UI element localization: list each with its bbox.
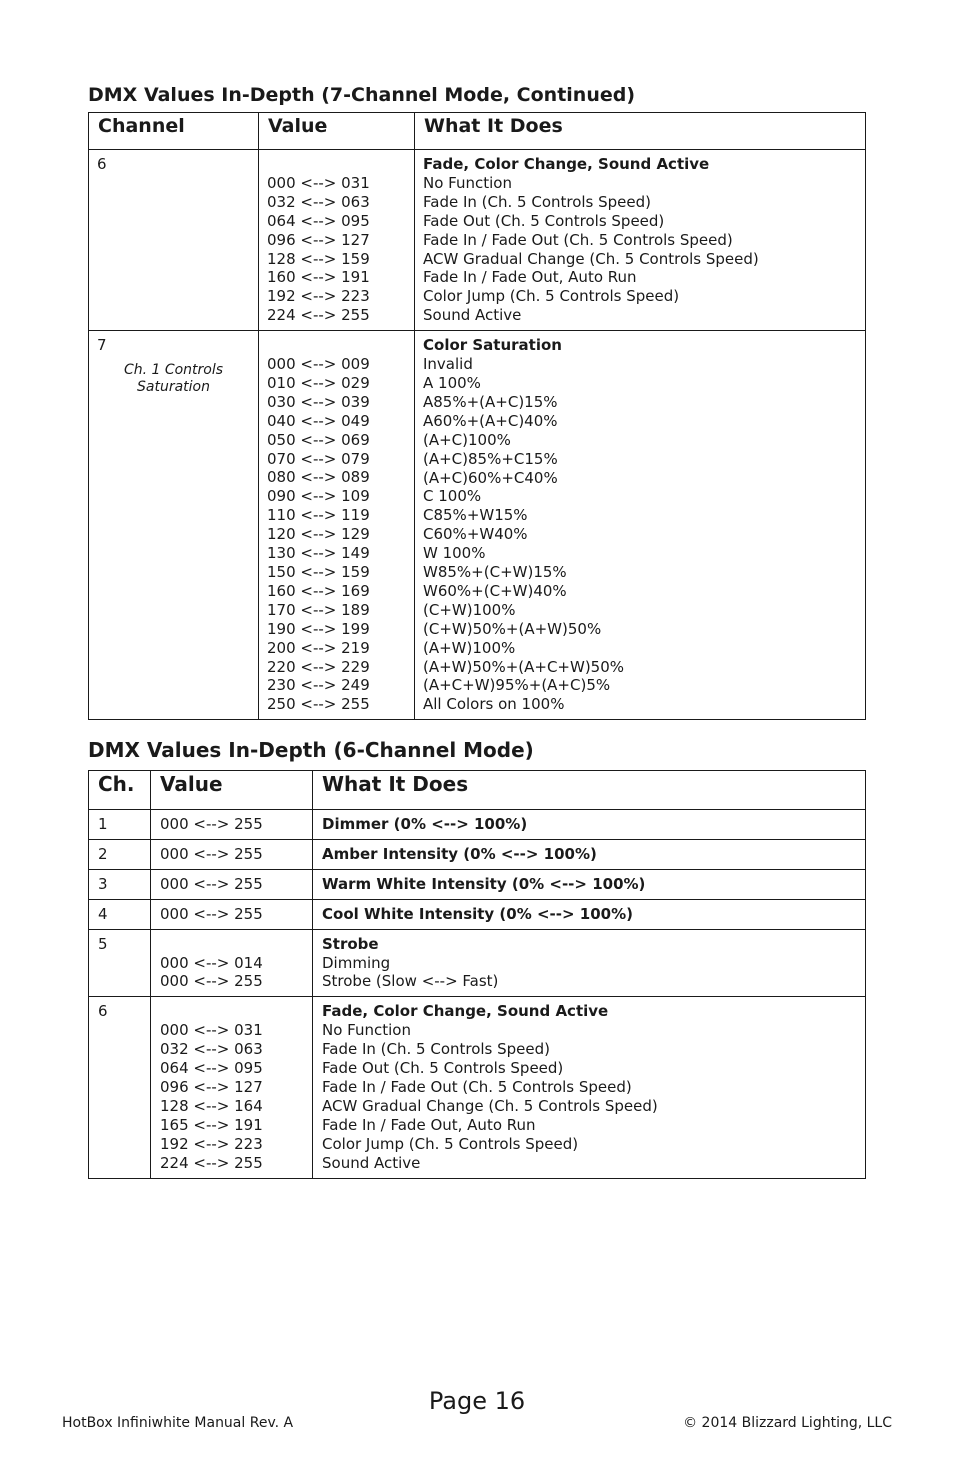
- value-cell: [151, 929, 313, 997]
- channel-number: 5: [98, 934, 108, 953]
- function-description: Fade In / Fade Out (Ch. 5 Controls Speed): [322, 1077, 632, 1096]
- function-description: C85%+W15%: [423, 506, 528, 525]
- function-description: (A+W)100%: [423, 638, 516, 657]
- value-range: 040 <--> 049: [267, 411, 370, 430]
- description-cell: [313, 997, 866, 1178]
- table-row: [89, 810, 866, 840]
- value-range: 150 <--> 159: [267, 563, 370, 582]
- section-title-7-channel: DMX Values In-Depth (7-Channel Mode, Continued): [88, 84, 636, 106]
- table-row: [89, 331, 866, 720]
- description-cell: Dimmer (0% <--> 100%): [313, 810, 866, 840]
- value-range: 000 <--> 255: [160, 972, 263, 991]
- function-description: Invalid: [423, 355, 473, 374]
- value-spacer: [160, 935, 303, 954]
- function-description: (A+C+W)95%+(A+C)5%: [423, 676, 611, 695]
- function-heading: Strobe: [322, 934, 379, 953]
- channel-cell: [89, 997, 151, 1178]
- value-range: 165 <--> 191: [160, 1115, 263, 1134]
- function-description: Fade In / Fade Out, Auto Run: [322, 1115, 536, 1134]
- function-description: (A+C)85%+C15%: [423, 449, 558, 468]
- function-heading: Color Saturation: [423, 336, 562, 355]
- function-description: C 100%: [423, 487, 482, 506]
- header-value: Value: [259, 113, 415, 150]
- value-cell: [151, 997, 313, 1178]
- description-cell: [415, 150, 866, 331]
- dmx-table-6-channel: [88, 770, 866, 1179]
- value-range: 230 <--> 249: [267, 676, 370, 695]
- value-range: 000 <--> 009: [267, 355, 370, 374]
- function-description: All Colors on 100%: [423, 695, 565, 714]
- value-range: 192 <--> 223: [160, 1134, 263, 1153]
- value-range: 080 <--> 089: [267, 468, 370, 487]
- function-description: Fade In / Fade Out (Ch. 5 Controls Speed): [423, 230, 733, 249]
- function-description: Fade In (Ch. 5 Controls Speed): [322, 1040, 551, 1059]
- header-channel: Ch.: [89, 771, 151, 810]
- function-description: C60%+W40%: [423, 525, 528, 544]
- function-description: ACW Gradual Change (Ch. 5 Controls Speed): [322, 1096, 658, 1115]
- description-cell: Cool White Intensity (0% <--> 100%): [313, 899, 866, 929]
- value-range: 224 <--> 255: [160, 1153, 263, 1172]
- function-description: W60%+(C+W)40%: [423, 581, 567, 600]
- channel-number: 6: [97, 155, 107, 173]
- value-range: 030 <--> 039: [267, 392, 370, 411]
- header-value: Value: [151, 771, 313, 810]
- value-range: 200 <--> 219: [267, 638, 370, 657]
- value-cell: 000 <--> 255: [151, 839, 313, 869]
- function-description: Dimming: [322, 953, 391, 972]
- function-description: W85%+(C+W)15%: [423, 563, 567, 582]
- channel-cell: 3: [89, 869, 151, 899]
- value-range: 090 <--> 109: [267, 487, 370, 506]
- channel-number: 6: [98, 1002, 108, 1021]
- value-cell: 000 <--> 255: [151, 869, 313, 899]
- value-spacer: [267, 336, 406, 355]
- table-row: [89, 869, 866, 899]
- channel-cell: 1: [89, 810, 151, 840]
- function-description: No Function: [423, 173, 512, 192]
- table-row: [89, 929, 866, 997]
- value-range: 190 <--> 199: [267, 619, 370, 638]
- function-description: Fade In / Fade Out, Auto Run: [423, 268, 637, 287]
- value-range: 010 <--> 029: [267, 373, 370, 392]
- value-range: 050 <--> 069: [267, 430, 370, 449]
- function-description: ACW Gradual Change (Ch. 5 Controls Speed): [423, 249, 759, 268]
- table-header-row: [89, 771, 866, 810]
- channel-number: 7: [97, 336, 107, 355]
- channel-cell: [89, 929, 151, 997]
- function-heading: Fade, Color Change, Sound Active: [322, 1002, 609, 1021]
- function-description: Fade In (Ch. 5 Controls Speed): [423, 192, 652, 211]
- section-title-6-channel: DMX Values In-Depth (6-Channel Mode): [88, 738, 534, 762]
- function-heading: Fade, Color Change, Sound Active: [423, 155, 710, 173]
- value-range: 000 <--> 031: [267, 173, 370, 192]
- value-spacer: [267, 155, 406, 174]
- function-description: (A+W)50%+(A+C+W)50%: [423, 657, 625, 676]
- value-range: 128 <--> 164: [160, 1096, 263, 1115]
- function-description: A 100%: [423, 373, 481, 392]
- footer-manual-title: HotBox Infiniwhite Manual Rev. A: [62, 1415, 294, 1431]
- page-number: Page 16: [428, 1387, 526, 1415]
- value-range: 128 <--> 159: [267, 249, 370, 268]
- header-what-it-does: What It Does: [415, 113, 866, 150]
- function-description: (C+W)50%+(A+W)50%: [423, 619, 602, 638]
- function-description: No Function: [322, 1021, 411, 1040]
- value-range: 064 <--> 095: [160, 1059, 263, 1078]
- value-range: 192 <--> 223: [267, 287, 370, 306]
- dmx-table-7-channel: [88, 112, 866, 720]
- value-range: 000 <--> 014: [160, 953, 263, 972]
- function-description: W 100%: [423, 544, 486, 563]
- value-range: 170 <--> 189: [267, 600, 370, 619]
- value-range: 032 <--> 063: [267, 192, 370, 211]
- description-cell: Amber Intensity (0% <--> 100%): [313, 839, 866, 869]
- value-range: 064 <--> 095: [267, 211, 370, 230]
- channel-note: Ch. 1 Controls Saturation: [123, 362, 224, 396]
- description-cell: [415, 331, 866, 720]
- table-row: [89, 997, 866, 1178]
- value-range: 110 <--> 119: [267, 506, 370, 525]
- table-row: [89, 150, 866, 331]
- value-range: 096 <--> 127: [160, 1077, 263, 1096]
- header-what-it-does: What It Does: [313, 771, 866, 810]
- header-channel: Channel: [89, 113, 259, 150]
- value-range: 096 <--> 127: [267, 230, 370, 249]
- channel-cell: [89, 331, 259, 720]
- function-description: Fade Out (Ch. 5 Controls Speed): [423, 211, 665, 230]
- function-description: (A+C)100%: [423, 430, 511, 449]
- table-header-row: [89, 113, 866, 150]
- footer-copyright: © 2014 Blizzard Lighting, LLC: [683, 1415, 892, 1431]
- value-cell: 000 <--> 255: [151, 810, 313, 840]
- function-description: Sound Active: [423, 306, 522, 325]
- function-description: Fade Out (Ch. 5 Controls Speed): [322, 1059, 564, 1078]
- value-range: 250 <--> 255: [267, 695, 370, 714]
- value-range: 224 <--> 255: [267, 306, 370, 325]
- function-description: (A+C)60%+C40%: [423, 468, 558, 487]
- value-cell: [259, 150, 415, 331]
- channel-cell: [89, 150, 259, 331]
- value-cell: [259, 331, 415, 720]
- function-description: A85%+(A+C)15%: [423, 392, 558, 411]
- function-description: (C+W)100%: [423, 600, 516, 619]
- channel-cell: 2: [89, 839, 151, 869]
- function-description: Strobe (Slow <--> Fast): [322, 972, 499, 991]
- value-range: 000 <--> 031: [160, 1021, 263, 1040]
- value-range: 160 <--> 169: [267, 581, 370, 600]
- value-range: 120 <--> 129: [267, 525, 370, 544]
- function-description: Color Jump (Ch. 5 Controls Speed): [322, 1134, 579, 1153]
- function-description: Sound Active: [322, 1153, 421, 1172]
- value-range: 070 <--> 079: [267, 449, 370, 468]
- value-spacer: [160, 1002, 303, 1021]
- table-row: [89, 899, 866, 929]
- description-cell: [313, 929, 866, 997]
- function-description: Color Jump (Ch. 5 Controls Speed): [423, 287, 680, 306]
- function-description: A60%+(A+C)40%: [423, 411, 558, 430]
- description-cell: Warm White Intensity (0% <--> 100%): [313, 869, 866, 899]
- value-range: 130 <--> 149: [267, 544, 370, 563]
- value-range: 032 <--> 063: [160, 1040, 263, 1059]
- channel-cell: 4: [89, 899, 151, 929]
- value-range: 160 <--> 191: [267, 268, 370, 287]
- value-range: 220 <--> 229: [267, 657, 370, 676]
- table-row: [89, 839, 866, 869]
- value-cell: 000 <--> 255: [151, 899, 313, 929]
